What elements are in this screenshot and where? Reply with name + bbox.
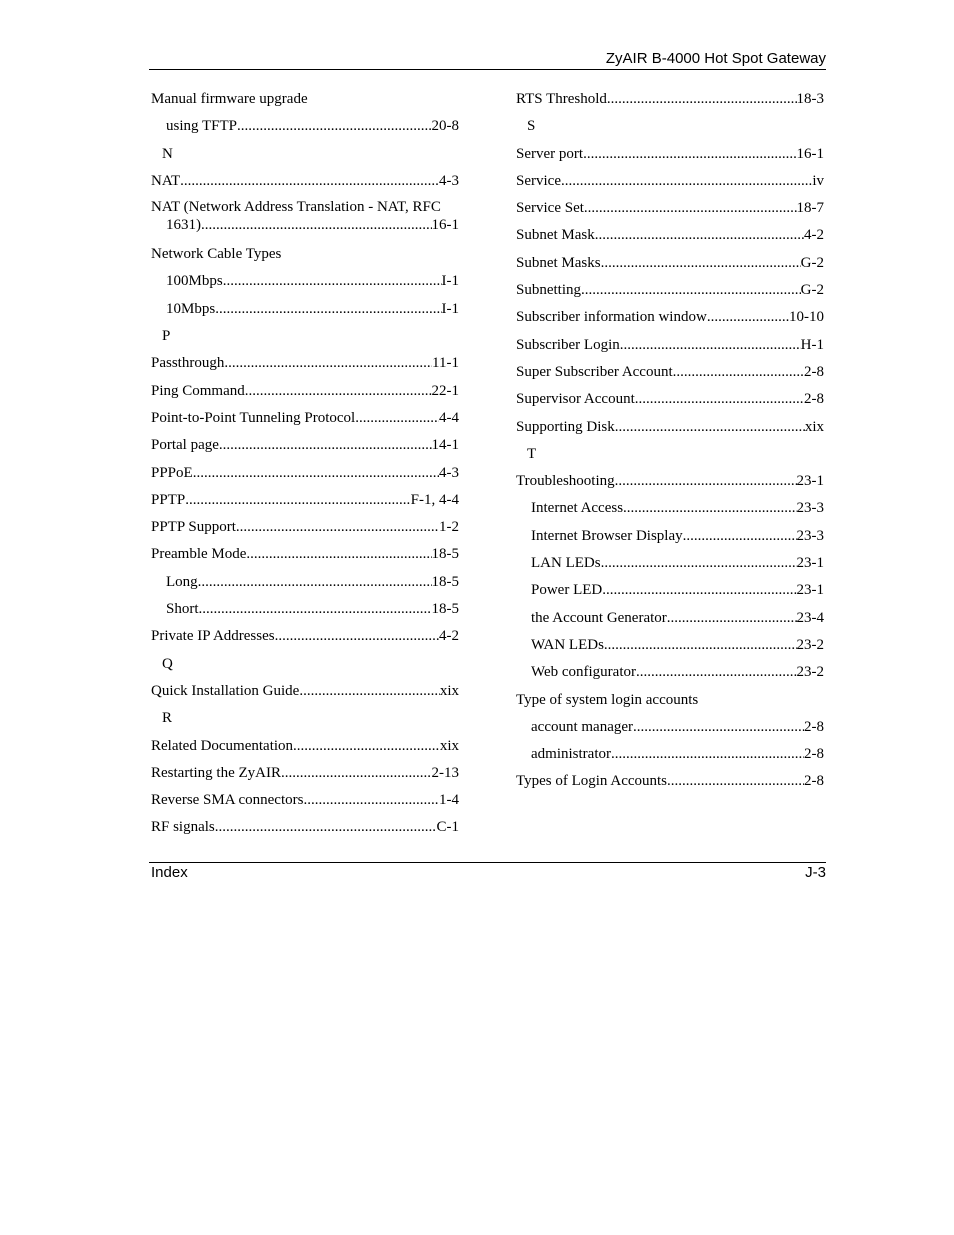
index-entry (151, 460, 459, 487)
index-entry-row (151, 378, 459, 405)
index-page-ref: 18-5 (431, 573, 459, 590)
index-entry-row (151, 787, 459, 814)
dot-leader (636, 659, 797, 686)
index-entry-text: Related Documentation (151, 737, 294, 754)
dot-leader (215, 814, 437, 841)
index-entry-row (516, 277, 824, 304)
index-entry-row (151, 168, 459, 195)
index-page-ref: 23-2 (796, 636, 824, 653)
index-entry-text: Private IP Addresses (151, 628, 275, 645)
index-page-ref: F-1, 4-4 (410, 491, 459, 508)
index-entry-text: LAN LEDs (531, 555, 601, 572)
index-entry-text: Subnetting (516, 282, 582, 299)
index-entry-text: Supporting Disk (516, 418, 615, 435)
index-page-ref: 11-1 (432, 355, 459, 372)
index-entry-text: Subnet Mask (516, 227, 595, 244)
index-entry-text: administrator (531, 746, 611, 763)
index-entry-row (516, 605, 824, 632)
index-entry (516, 332, 824, 359)
index-entry-row (516, 168, 824, 195)
index-entry-text: Subscriber Login (516, 336, 620, 353)
dot-leader (667, 768, 804, 795)
index-entry-text: Super Subscriber Account (516, 363, 673, 380)
index-entry-row (516, 386, 824, 413)
dot-leader (635, 386, 804, 413)
index-entry-row (516, 222, 824, 249)
index-entry-text: Ping Command (151, 382, 245, 399)
index-entry (516, 86, 824, 113)
index-page-ref: 14-1 (431, 437, 459, 454)
index-entry-text: account manager (531, 718, 634, 735)
index-page-ref: xix (439, 737, 459, 754)
dot-leader (293, 733, 440, 760)
index-entry-text: Portal page (151, 437, 219, 454)
index-entry-text: Power LED (531, 582, 603, 599)
index-entry-row (516, 250, 824, 277)
dot-leader (615, 414, 805, 441)
index-page-ref: 23-1 (796, 555, 824, 572)
index-entry-text: Short (166, 601, 199, 618)
index-page-ref: 22-1 (431, 382, 459, 399)
index-entry-text: RTS Threshold (516, 91, 607, 107)
dot-leader (620, 332, 801, 359)
index-entry (516, 304, 824, 331)
index-entry-row (151, 113, 459, 140)
index-page-ref: 18-3 (796, 91, 824, 107)
index-heading (151, 241, 459, 268)
index-entry (516, 195, 824, 222)
index-entry-text: the Account Generator (531, 609, 667, 626)
index-entry-text: NAT (Network Address Translation - NAT, RFC (151, 199, 441, 216)
dot-leader (683, 523, 797, 550)
index-entry-text: using TFTP (166, 118, 237, 135)
index-entry-row (516, 523, 824, 550)
index-subentry (516, 550, 824, 577)
index-entry-row (516, 632, 824, 659)
dot-leader (199, 596, 432, 623)
index-page-ref: 2-8 (804, 773, 824, 790)
dot-leader (615, 468, 797, 495)
index-entry-text: Web configurator (531, 664, 636, 681)
index-entry-text: Server port (516, 145, 584, 162)
index-heading-text: Manual firmware upgrade (151, 91, 308, 107)
dot-leader (673, 359, 804, 386)
index-entry (516, 386, 824, 413)
index-entry (151, 678, 459, 705)
index-subentry (516, 632, 824, 659)
dot-leader (604, 632, 797, 659)
index-page-ref: 18-5 (431, 546, 459, 563)
index-page-ref: 20-8 (431, 118, 459, 135)
dot-leader (299, 678, 440, 705)
index-page-ref: 23-2 (796, 664, 824, 681)
index-entry (151, 541, 459, 568)
index-entry-row (516, 495, 824, 522)
index-entry-text: Service (516, 172, 561, 189)
dot-leader (667, 605, 797, 632)
index-entry (151, 432, 459, 459)
index-page-ref: 1-2 (439, 519, 459, 536)
index-entry-text: Long (166, 573, 198, 590)
index-page-ref: G-2 (800, 254, 824, 271)
index-entry-row (151, 678, 459, 705)
dot-leader (193, 460, 439, 487)
dot-leader (180, 168, 439, 195)
index-entry (516, 359, 824, 386)
index-entry (516, 141, 824, 168)
index-page-ref: xix (439, 682, 459, 699)
index-page-ref: H-1 (800, 336, 824, 353)
index-page-ref: 10-10 (789, 309, 824, 326)
running-header-title: ZyAIR B-4000 Hot Spot Gateway (605, 50, 826, 67)
dot-leader (281, 760, 432, 787)
index-page-ref: 16-1 (796, 145, 824, 162)
index-page-ref: 2-8 (804, 718, 824, 735)
dot-leader (595, 222, 804, 249)
index-entry (516, 250, 824, 277)
index-subentry (516, 741, 824, 768)
dot-leader (236, 514, 439, 541)
index-entry-row (151, 460, 459, 487)
index-entry (151, 350, 459, 377)
index-page-ref: G-2 (800, 282, 824, 299)
index-page-ref: 2-13 (431, 764, 459, 781)
index-entry-text: Service Set (516, 200, 584, 217)
index-entry (516, 277, 824, 304)
index-section-letter: P (162, 328, 171, 345)
index-entry-text: WAN LEDs (531, 636, 604, 653)
index-entry (151, 760, 459, 787)
index-entry-continuation (151, 216, 459, 234)
index-section-letter: T (527, 445, 537, 462)
index-entry (151, 514, 459, 541)
index-entry (151, 787, 459, 814)
index-entry (151, 378, 459, 405)
index-entry-row (516, 86, 824, 113)
index-entry-text: Passthrough (151, 355, 225, 372)
index-entry-row (151, 487, 459, 514)
index-entry-row (516, 714, 824, 741)
index-page-ref: I-1 (441, 300, 459, 317)
index-subentry (516, 495, 824, 522)
dot-leader (215, 296, 441, 323)
index-entry-row (516, 741, 824, 768)
index-entry-row (516, 550, 824, 577)
index-subentry (516, 714, 824, 741)
dot-leader (303, 787, 439, 814)
index-page-ref: 2-8 (804, 363, 824, 380)
index-entry-text: Point-to-Point Tunneling Protocol (151, 409, 356, 426)
index-page-ref: C-1 (436, 819, 459, 836)
index-entry (516, 468, 824, 495)
index-entry-text: 1631) (166, 217, 201, 234)
index-entry-row (516, 659, 824, 686)
index-page-ref: 23-1 (796, 582, 824, 599)
index-entry-text: Internet Access (531, 500, 624, 517)
index-entry-row (151, 350, 459, 377)
index-heading-text: Network Cable Types (151, 246, 282, 263)
index-page-ref: 2-8 (804, 391, 824, 408)
index-entry (151, 195, 459, 241)
index-entry-row (516, 577, 824, 604)
dot-leader (601, 250, 801, 277)
dot-leader (611, 741, 804, 768)
index-entry-text: Reverse SMA connectors (151, 792, 304, 809)
index-page-ref: 23-1 (796, 473, 824, 490)
index-entry-row (151, 405, 459, 432)
dot-leader (601, 550, 797, 577)
index-section-letter: S (527, 118, 536, 135)
dot-leader (607, 86, 797, 113)
index-entry-text: PPTP (151, 491, 186, 508)
index-page-ref: 18-5 (431, 601, 459, 618)
index-page-ref: 18-7 (796, 200, 824, 217)
dot-leader (198, 569, 432, 596)
index-entry-row (151, 541, 459, 568)
index-entry-row (151, 514, 459, 541)
index-page-ref: 23-3 (796, 527, 824, 544)
index-entry (151, 814, 459, 841)
index-subentry (151, 113, 459, 140)
index-entry (516, 414, 824, 441)
index-entry-row (516, 304, 824, 331)
index-subentry (516, 523, 824, 550)
dot-leader (355, 405, 439, 432)
dot-leader (237, 113, 432, 140)
index-entry-row (151, 569, 459, 596)
dot-leader (245, 378, 432, 405)
dot-leader (224, 350, 432, 377)
footer-section-label: Index (151, 864, 188, 881)
dot-leader (246, 541, 431, 568)
index-entry-row (151, 596, 459, 623)
index-page-ref: iv (812, 172, 824, 189)
index-subentry (151, 569, 459, 596)
dot-leader (581, 277, 801, 304)
index-entry (151, 623, 459, 650)
dot-leader (561, 168, 812, 195)
index-entry-row (516, 332, 824, 359)
index-heading (516, 687, 824, 714)
index-page-ref: 1-4 (439, 792, 459, 809)
header-rule (149, 69, 826, 70)
index-entry-row (516, 768, 824, 795)
dot-leader (219, 432, 432, 459)
index-page-ref: 4-3 (439, 172, 459, 189)
index-entry-row (151, 268, 459, 295)
index-entry-text: Preamble Mode (151, 546, 247, 563)
index-page-ref: 16-1 (431, 217, 459, 234)
index-entry-text: Restarting the ZyAIR (151, 764, 281, 781)
index-page-ref: 2-8 (804, 746, 824, 763)
dot-leader (584, 195, 797, 222)
index-entry-row (516, 359, 824, 386)
dot-leader (707, 304, 789, 331)
index-entry-text: Subscriber information window (516, 309, 707, 326)
index-entry-row (151, 814, 459, 841)
index-entry-text: Supervisor Account (516, 391, 635, 408)
index-entry (151, 487, 459, 514)
index-entry-text: Troubleshooting (516, 473, 615, 490)
index-subentry (516, 577, 824, 604)
index-subentry (151, 296, 459, 323)
index-entry-row (151, 733, 459, 760)
index-heading-text: Type of system login accounts (516, 691, 699, 708)
index-subentry (151, 268, 459, 295)
index-page-ref: I-1 (441, 273, 459, 290)
index-entry-row (151, 623, 459, 650)
index-subentry (151, 596, 459, 623)
index-entry (516, 222, 824, 249)
index-column-right (516, 86, 824, 796)
index-section-letter: N (162, 145, 173, 162)
dot-leader (623, 495, 796, 522)
index-entry-row (151, 296, 459, 323)
index-entry-text: Internet Browser Display (531, 527, 683, 544)
index-page-ref: 4-3 (439, 464, 459, 481)
footer-rule (149, 862, 826, 863)
dot-leader (633, 714, 804, 741)
dot-leader (275, 623, 439, 650)
index-entry-text: 100Mbps (166, 273, 223, 290)
index-section-letter: Q (162, 655, 173, 672)
index-entry-row (516, 414, 824, 441)
index-page-ref: xix (804, 418, 824, 435)
index-entry-text: PPPoE (151, 464, 193, 481)
index-entry (151, 733, 459, 760)
index-entry-text: RF signals (151, 819, 215, 836)
index-entry-text: Subnet Masks (516, 254, 601, 271)
dot-leader (201, 216, 432, 234)
index-page-ref: 23-4 (796, 609, 824, 626)
index-entry (516, 768, 824, 795)
footer-page-number: J-3 (805, 864, 826, 881)
index-page-ref: 4-2 (439, 628, 459, 645)
index-entry (516, 168, 824, 195)
index-page-ref: 4-4 (439, 409, 459, 426)
index-section-letter: R (162, 710, 173, 727)
index-entry-text: 10Mbps (166, 300, 216, 317)
index-subentry (516, 605, 824, 632)
index-column-left (151, 86, 459, 842)
index-entry-text: NAT (151, 172, 181, 189)
dot-leader (583, 141, 796, 168)
index-entry-text: PPTP Support (151, 519, 236, 536)
index-entry (151, 168, 459, 195)
index-entry-row (151, 432, 459, 459)
dot-leader (602, 577, 796, 604)
index-heading (151, 86, 459, 113)
dot-leader (185, 487, 410, 514)
index-subentry (516, 659, 824, 686)
index-entry-row (151, 760, 459, 787)
index-page-ref: 23-3 (796, 500, 824, 517)
index-entry-text: Quick Installation Guide (151, 682, 300, 699)
index-entry-row (516, 141, 824, 168)
index-entry (151, 405, 459, 432)
index-entry-text: Types of Login Accounts (516, 773, 668, 790)
index-entry-row (516, 468, 824, 495)
index-page-ref: 4-2 (804, 227, 824, 244)
dot-leader (223, 268, 442, 295)
index-entry-row (516, 195, 824, 222)
